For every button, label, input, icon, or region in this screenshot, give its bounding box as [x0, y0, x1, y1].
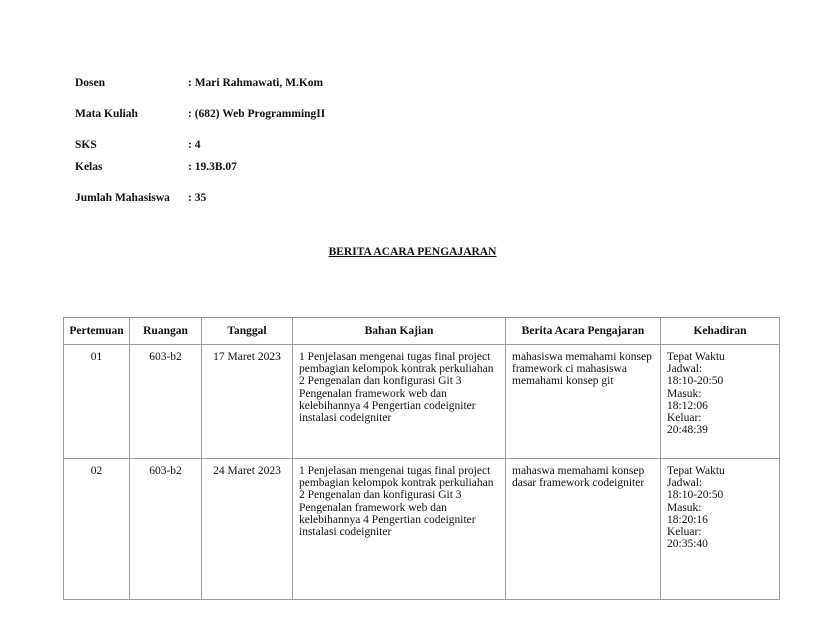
header-tanggal: Tanggal [202, 318, 293, 345]
kelas-label: Kelas [75, 161, 103, 173]
cell-bahan-kajian: 1 Penjelasan mengenai tugas final project pembagian kelompok kontrak perkuliahan 2 Pengenalan dan konfigurasi Git 3 Pengenalan framework web dan kelebihannya 4 Pengertian codeigniter instalasi codeigniter [293, 345, 506, 459]
kehadiran-jadwal-label: Jadwal: [667, 363, 703, 376]
sks-label: SKS [75, 139, 97, 151]
dosen-label: Dosen [75, 77, 106, 89]
cell-kehadiran [661, 345, 780, 459]
cell-tanggal: 24 Maret 2023 [202, 459, 293, 600]
cell-ruangan: 603-b2 [130, 345, 202, 459]
header-pertemuan: Pertemuan [64, 318, 130, 345]
kehadiran-jadwal: 18:10-20:50 [667, 489, 724, 502]
cell-pertemuan: 02 [64, 459, 130, 600]
table-header-row [64, 318, 780, 345]
sks-value: : 4 [188, 139, 201, 151]
kehadiran-masuk: 18:12:06 [667, 399, 708, 412]
header-berita-acara: Berita Acara Pengajaran [506, 318, 661, 345]
dosen-value: : Mari Rahmawati, M.Kom [188, 77, 324, 89]
kehadiran-masuk: 18:20:16 [667, 513, 708, 526]
cell-bahan-kajian: 1 Penjelasan mengenai tugas final project pembagian kelompok kontrak perkuliahan 2 Pengenalan dan konfigurasi Git 3 Pengenalan framework web dan kelebihannya 4 Pengertian codeigniter instalasi codeigniter [293, 459, 506, 600]
header-kehadiran: Kehadiran [661, 318, 780, 345]
kehadiran-masuk-label: Masuk: [667, 387, 702, 400]
kelas-value: : 19.3B.07 [188, 161, 237, 173]
cell-ruangan: 603-b2 [130, 459, 202, 600]
cell-berita-acara: mahasiswa memahami konsep framework ci mahasiswa memahami konsep git [506, 345, 661, 459]
document-title: BERITA ACARA PENGAJARAN [328, 246, 497, 258]
jumlah-mahasiswa-label: Jumlah Mahasiswa [75, 192, 170, 204]
kehadiran-jadwal-label: Jadwal: [667, 477, 703, 490]
cell-berita-acara: mahaswa memahami konsep dasar framework codeigniter [506, 459, 661, 600]
kehadiran-status: Tepat Waktu [667, 351, 725, 363]
header-bahan-kajian: Bahan Kajian [293, 318, 506, 345]
kehadiran-keluar: 20:48:39 [667, 424, 708, 437]
kehadiran-status: Tepat Waktu [667, 465, 725, 477]
report-table [63, 317, 780, 600]
kehadiran-keluar: 20:35:40 [667, 538, 708, 551]
cell-kehadiran [661, 459, 780, 600]
table-row [64, 345, 780, 459]
mata-kuliah-value: : (682) Web ProgrammingII [188, 108, 326, 120]
kehadiran-jadwal: 18:10-20:50 [667, 375, 724, 388]
kehadiran-keluar-label: Keluar: [667, 526, 702, 539]
cell-tanggal: 17 Maret 2023 [202, 345, 293, 459]
kehadiran-masuk-label: Masuk: [667, 501, 702, 514]
header-ruangan: Ruangan [130, 318, 202, 345]
cell-pertemuan: 01 [64, 345, 130, 459]
table-row [64, 459, 780, 600]
mata-kuliah-label: Mata Kuliah [75, 108, 138, 120]
jumlah-mahasiswa-value: : 35 [188, 192, 207, 204]
kehadiran-keluar-label: Keluar: [667, 412, 702, 425]
